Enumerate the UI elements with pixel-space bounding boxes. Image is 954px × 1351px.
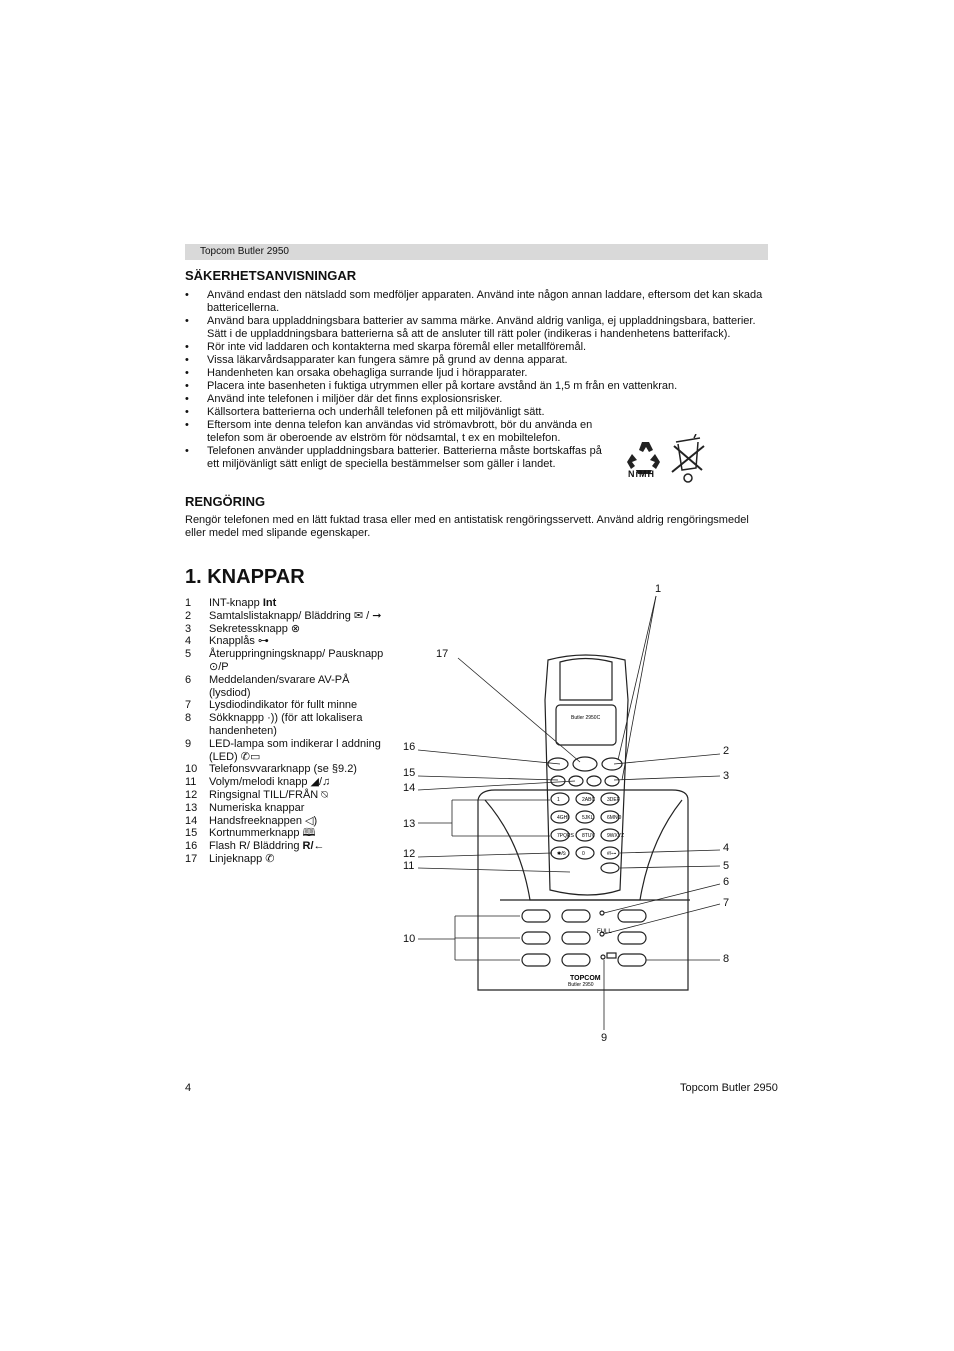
key-number: 7 bbox=[185, 699, 192, 712]
safety-bullet-text: Rör inte vid laddaren och kontakterna med skarpa föremål eller metallföremål. bbox=[207, 341, 587, 353]
key-label bbox=[209, 738, 385, 764]
handset-model: Butler 2950C bbox=[571, 715, 601, 721]
keypad-key-label: 4GHI bbox=[557, 815, 569, 821]
bullet-symbol: • bbox=[185, 354, 189, 366]
key-label-bold: Int bbox=[262, 597, 277, 609]
keypad-key-label: 7PQRS bbox=[557, 833, 574, 839]
key-item bbox=[185, 712, 385, 738]
key-number: 2 bbox=[185, 609, 192, 622]
callout-6: 6 bbox=[723, 876, 730, 888]
keypad-key-label: #/⊶ bbox=[607, 851, 617, 857]
key-label-text: LED-lampa som indikerar l addning (LED) ✆▭ bbox=[209, 737, 381, 763]
safety-bullet-text: Använd inte telefonen i miljöer där det finns explosionsrisker. bbox=[207, 393, 503, 405]
keypad-key-label: 9WXYZ bbox=[607, 833, 625, 839]
key-label-text: Sökknappp ·)) (för att lokalisera handenheten) bbox=[209, 712, 363, 737]
safety-bullet bbox=[185, 406, 770, 419]
key-item bbox=[185, 853, 385, 866]
safety-bullet-text: Handenheten kan orsaka obehagliga surrande ljud i hörapparater. bbox=[207, 367, 528, 379]
key-number: 1 bbox=[185, 597, 192, 609]
footer-page-number: 4 bbox=[185, 1082, 192, 1094]
key-item bbox=[185, 674, 385, 700]
cleaning-text: Rengör telefonen med en lätt fuktad trasa eller med en antistatisk rengöringsservett. Använd aldrig rengöringsmedel eller medel med slipande egenskaper. bbox=[185, 514, 749, 539]
key-label-text: Återuppringningsknapp/ Pausknapp ⊙/P bbox=[209, 648, 384, 673]
key-item bbox=[185, 827, 385, 840]
key-number: 17 bbox=[185, 852, 198, 865]
keypad-key-label: 3DEF bbox=[607, 797, 620, 803]
cleaning-heading: RENGÖRING bbox=[185, 494, 266, 509]
key-label bbox=[209, 610, 385, 623]
keypad-key-label: 5JKL bbox=[582, 815, 594, 821]
callout-8: 8 bbox=[723, 953, 730, 965]
full-label: FULL bbox=[597, 929, 612, 935]
key-number: 5 bbox=[185, 648, 192, 661]
key-label bbox=[209, 789, 385, 802]
callout-9: 9 bbox=[601, 1032, 608, 1044]
callout-1: 1 bbox=[655, 583, 662, 595]
callout-3: 3 bbox=[723, 770, 730, 782]
key-label-text: Kortnummerknapp 🕮 bbox=[209, 827, 316, 840]
key-item bbox=[185, 610, 385, 623]
phone-diagram bbox=[400, 580, 770, 1050]
key-label bbox=[209, 597, 385, 610]
section-title: 1. KNAPPAR bbox=[185, 566, 305, 588]
safety-bullet bbox=[185, 367, 770, 380]
key-item bbox=[185, 699, 385, 712]
key-label bbox=[209, 623, 385, 636]
callout-13: 13 bbox=[403, 818, 416, 830]
safety-bullet-text: Eftersom inte denna telefon kan användas vid strömavbrott, bör du använda en telefon som är oberoende av elström för nödsamtal, t ex en mobiltelefon. bbox=[207, 419, 593, 444]
bullet-symbol: • bbox=[185, 419, 189, 431]
bullet-symbol: • bbox=[185, 341, 189, 353]
keypad-key-label: 2ABC bbox=[582, 797, 596, 803]
key-item bbox=[185, 635, 385, 648]
callout-10: 10 bbox=[403, 933, 416, 945]
bullet-symbol: • bbox=[185, 393, 189, 405]
safety-bullet-text: Vissa läkarvårdsapparater kan fungera sämre på grund av denna apparat. bbox=[207, 354, 568, 366]
keypad-key-label: 1 bbox=[557, 797, 560, 803]
safety-bullet bbox=[185, 380, 770, 393]
key-label bbox=[209, 674, 385, 700]
key-number: 12 bbox=[185, 788, 198, 801]
keypad-key-label: 0 bbox=[582, 851, 585, 857]
key-number: 6 bbox=[185, 673, 192, 686]
key-label bbox=[209, 712, 385, 738]
safety-bullet-text: Använd bara uppladdningsbara batterier av samma märke. Använd aldrig vanliga, ej uppladdningsbara, batterier. Sätt i de uppladdningsbara batterierna så att de ansluter till rätt poler (indikeras i handenhetens batterifack). bbox=[207, 315, 756, 340]
bullet-symbol: • bbox=[185, 380, 189, 392]
key-label-text: Sekretessknapp ⊗ bbox=[209, 622, 301, 635]
key-label-text: Samtalslistaknapp/ Bläddring ✉ / ➞ bbox=[209, 609, 382, 622]
key-label-text: Handsfreeknappen ◁) bbox=[209, 814, 318, 827]
key-number: 10 bbox=[185, 763, 198, 776]
callout-15: 15 bbox=[403, 767, 416, 779]
safety-bullet bbox=[185, 315, 770, 341]
key-item bbox=[185, 738, 385, 764]
keypad-key-label: ✱/⍉ bbox=[557, 851, 566, 857]
key-item bbox=[185, 648, 385, 674]
key-label bbox=[209, 648, 385, 674]
keypad-key-label: 8TUV bbox=[582, 833, 595, 839]
safety-bullet bbox=[185, 341, 770, 354]
callout-4: 4 bbox=[723, 842, 730, 854]
key-number: 3 bbox=[185, 622, 192, 635]
bullet-symbol: • bbox=[185, 289, 189, 301]
key-label-text: Flash R/ Bläddring bbox=[209, 840, 303, 853]
key-number: 14 bbox=[185, 814, 198, 827]
safety-bullet bbox=[185, 289, 770, 315]
key-label-text: Linjeknapp ✆ bbox=[209, 852, 275, 865]
key-item bbox=[185, 623, 385, 636]
key-label-text: Meddelanden/svarare AV-PÅ (lysdiod) bbox=[209, 673, 350, 699]
safety-bullet-text: Källsortera batterierna och underhåll telefonen på ett miljövänligt sätt. bbox=[207, 406, 545, 418]
callout-17: 17 bbox=[436, 648, 449, 660]
key-label bbox=[209, 840, 385, 853]
bullet-symbol: • bbox=[185, 315, 189, 327]
key-label-text: Ringsignal TILL/FRÅN ⍉ bbox=[209, 788, 328, 801]
key-label-text: Numeriska knappar bbox=[209, 801, 305, 814]
key-number: 11 bbox=[185, 776, 197, 789]
key-number: 15 bbox=[185, 827, 198, 840]
key-item bbox=[185, 597, 385, 610]
key-label bbox=[209, 827, 385, 840]
key-label bbox=[209, 853, 385, 866]
key-item bbox=[185, 815, 385, 828]
key-label bbox=[209, 635, 385, 648]
bullet-symbol: • bbox=[185, 445, 189, 457]
bullet-symbol: • bbox=[185, 367, 189, 379]
safety-bullet-text: Placera inte basenheten i fuktiga utrymmen eller på kortare avstånd än 1,5 m från en vattenkran. bbox=[207, 380, 678, 392]
key-label-text: Knapplås ⊶ bbox=[209, 635, 269, 648]
key-number: 13 bbox=[185, 801, 198, 814]
key-item bbox=[185, 789, 385, 802]
safety-bullet bbox=[185, 393, 770, 406]
safety-bullet-text: Telefonen använder uppladdningsbara batterier. Batterierna måste bortskaffas på ett miljövänligt sätt enligt de speciella bestämmelser som gäller i landet. bbox=[207, 445, 602, 470]
keys-list bbox=[185, 597, 385, 866]
key-label bbox=[209, 699, 385, 712]
safety-bullet bbox=[185, 354, 770, 367]
callout-11: 11 bbox=[403, 860, 415, 872]
key-item bbox=[185, 776, 385, 789]
key-label bbox=[209, 815, 385, 828]
bullet-symbol: • bbox=[185, 406, 189, 418]
callout-5: 5 bbox=[723, 860, 730, 872]
base-model: Butler 2950 bbox=[568, 982, 594, 988]
key-label-text: Volym/melodi knapp ◢/♫ bbox=[209, 776, 331, 789]
key-label-text: Lysdiodindikator för fullt minne bbox=[209, 699, 358, 712]
key-item bbox=[185, 763, 385, 776]
key-label bbox=[209, 763, 385, 776]
key-number: 4 bbox=[185, 635, 192, 648]
key-item bbox=[185, 840, 385, 853]
key-number: 9 bbox=[185, 737, 192, 750]
key-label bbox=[209, 802, 385, 815]
nimh-label: NiMH bbox=[628, 469, 655, 479]
callout-2: 2 bbox=[723, 745, 730, 757]
key-number: 8 bbox=[185, 712, 192, 725]
base-brand: TOPCOM bbox=[570, 975, 601, 982]
footer-product: Topcom Butler 2950 bbox=[680, 1082, 778, 1094]
key-label bbox=[209, 776, 385, 789]
key-number: 16 bbox=[185, 840, 198, 853]
key-label-bold: R/← bbox=[302, 840, 325, 853]
callout-7: 7 bbox=[723, 897, 730, 909]
safety-heading: SÄKERHETSANVISNINGAR bbox=[185, 268, 357, 283]
key-item bbox=[185, 802, 385, 815]
callout-14: 14 bbox=[403, 782, 416, 794]
callout-16: 16 bbox=[403, 741, 416, 753]
key-label-text: Telefonsvvararknapp (se §9.2) bbox=[209, 763, 357, 776]
crossed-bin-icon bbox=[668, 434, 708, 484]
callout-12: 12 bbox=[403, 848, 416, 860]
header-product: Topcom Butler 2950 bbox=[200, 246, 289, 257]
key-label-text: INT-knapp bbox=[209, 597, 263, 609]
safety-bullet-text: Använd endast den nätsladd som medföljer apparaten. Använd inte någon annan laddare, eftersom det kan skada battericellerna. bbox=[207, 289, 763, 314]
keypad-key-label: 6MNO bbox=[607, 815, 622, 821]
